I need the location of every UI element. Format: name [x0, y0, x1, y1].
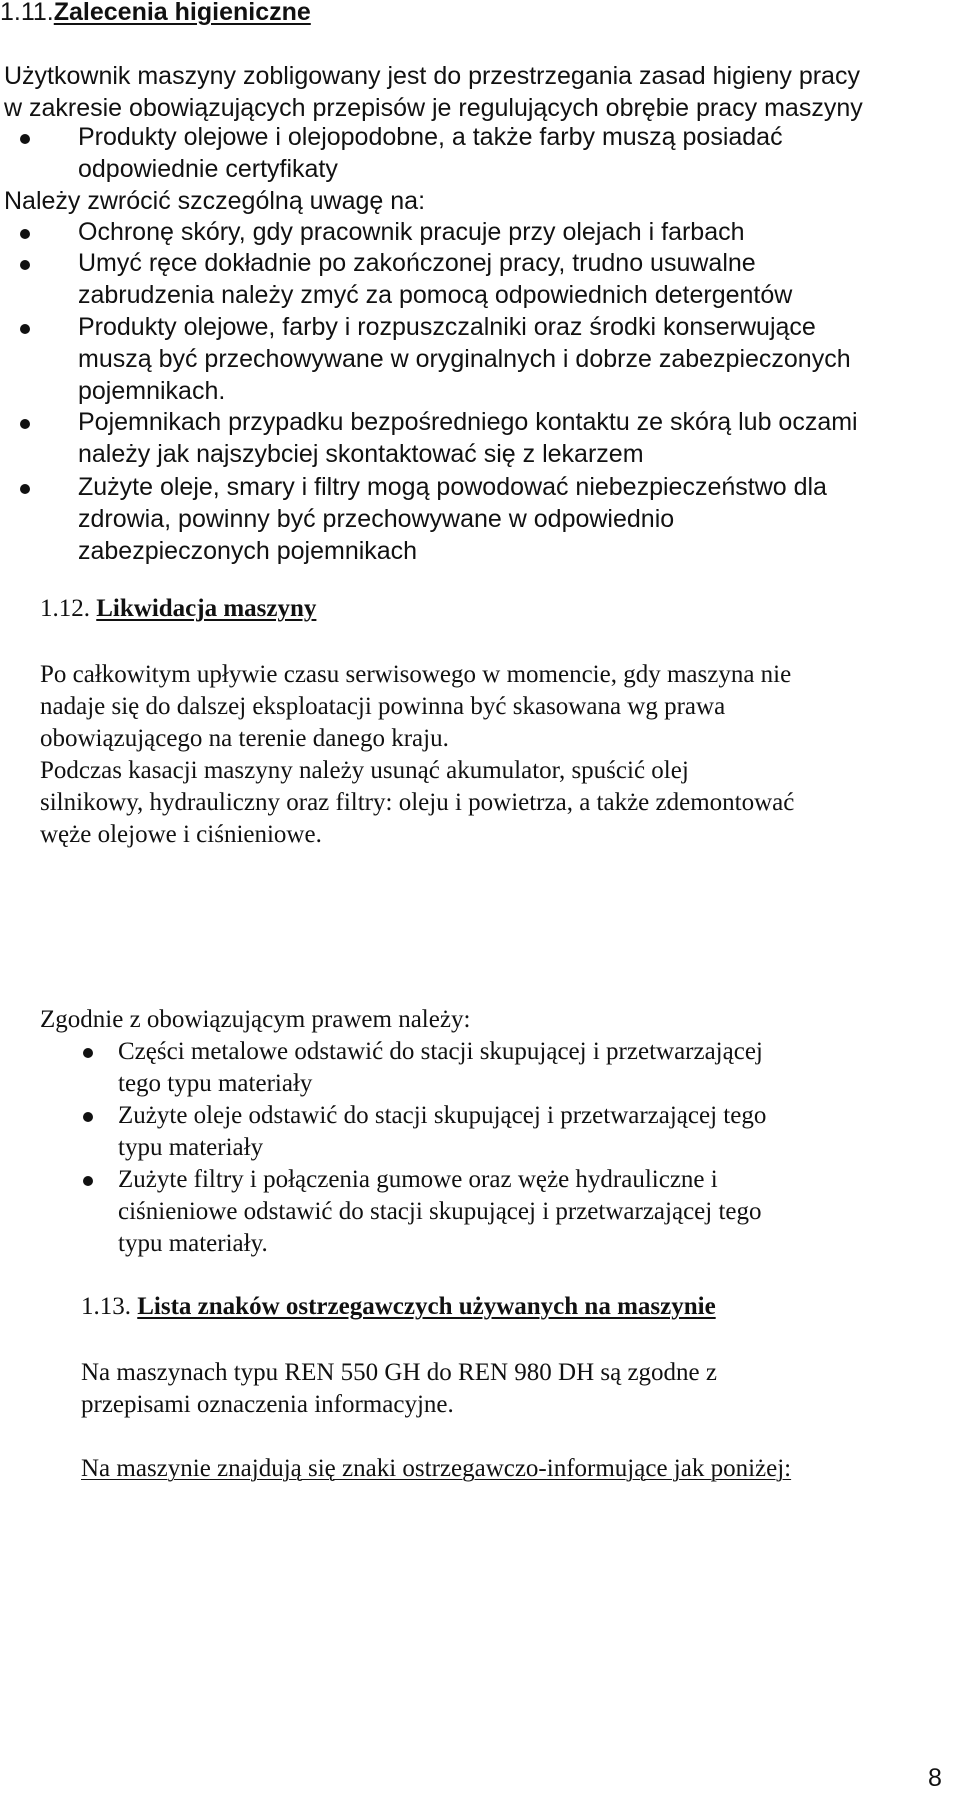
intro-line: w zakresie obowiązujących przepisów je regulujących obrębie pracy maszyny: [4, 94, 863, 122]
list-item: zdrowia, powinny być przechowywane w odpowiednio: [78, 505, 675, 533]
list-item: ciśnieniowe odstawić do stacji skupującej i przetwarzającej tego: [118, 1198, 762, 1225]
bullet-icon: [20, 484, 30, 494]
page-number: 8: [928, 1764, 942, 1792]
paragraph-line: silnikowy, hydrauliczny oraz filtry: oleju i powietrza, a także zdemontować: [40, 789, 795, 816]
list-item: Produkty olejowe i olejopodobne, a także farby muszą posiadać: [78, 123, 783, 151]
paragraph-line: Na maszynach typu REN 550 GH do REN 980 DH są zgodne z: [81, 1359, 717, 1386]
bullet-icon: [20, 419, 30, 429]
section-heading-1-11: [0, 0, 311, 29]
list-item: Zużyte oleje, smary i filtry mogą powodować niebezpieczeństwo dla: [78, 473, 827, 501]
bullet-icon: [20, 260, 30, 270]
list-item: muszą być przechowywane w oryginalnych i dobrze zabezpieczonych: [78, 345, 851, 373]
list-item: typu materiały.: [118, 1230, 268, 1257]
list-item: zabrudzenia należy zmyć za pomocą odpowiednich detergentów: [78, 281, 793, 309]
paragraph-line: Podczas kasacji maszyny należy usunąć akumulator, spuścić olej: [40, 757, 689, 784]
bullet-icon: [83, 1112, 93, 1122]
list-item: tego typu materiały: [118, 1070, 313, 1097]
bullet-icon: [20, 324, 30, 334]
paragraph-line: przepisami oznaczenia informacyjne.: [81, 1391, 454, 1418]
bullet-icon: [20, 134, 30, 144]
section-number: 1.11.: [0, 0, 54, 26]
list-item: Produkty olejowe, farby i rozpuszczalniki oraz środki konserwujące: [78, 313, 816, 341]
section-title: Zalecenia higieniczne: [53, 0, 311, 26]
paragraph-line: nadaje się do dalszej eksploatacji powinna być skasowana wg prawa: [40, 693, 726, 720]
law-intro: Zgodnie z obowiązującym prawem należy:: [40, 1006, 471, 1033]
paragraph-line: Po całkowitym upływie czasu serwisowego w momencie, gdy maszyna nie: [40, 661, 792, 688]
paragraph-line: obowiązującego na terenie danego kraju.: [40, 725, 449, 752]
section-heading-1-13: [81, 1290, 716, 1323]
intro-line: Użytkownik maszyny zobligowany jest do przestrzegania zasad higieny pracy: [4, 62, 860, 90]
list-item: pojemnikach.: [78, 377, 226, 405]
attention-line: Należy zwrócić szczególną uwagę na:: [4, 187, 426, 215]
list-item: Umyć ręce dokładnie po zakończonej pracy, trudno usuwalne: [78, 249, 756, 277]
paragraph-line-underlined: Na maszynie znajdują się znaki ostrzegawczo-informujące jak poniżej:: [81, 1455, 792, 1482]
list-item: Ochronę skóry, gdy pracownik pracuje przy olejach i farbach: [78, 218, 745, 246]
list-item: Zużyte filtry i połączenia gumowe oraz węże hydrauliczne i: [118, 1166, 718, 1193]
list-item: Zużyte oleje odstawić do stacji skupującej i przetwarzającej tego: [118, 1102, 767, 1129]
list-item: odpowiednie certyfikaty: [78, 155, 338, 183]
list-item: zabezpieczonych pojemnikach: [78, 537, 418, 565]
bullet-icon: [83, 1176, 93, 1186]
section-number: 1.13.: [81, 1293, 131, 1320]
section-heading-1-12: [40, 592, 316, 625]
list-item: należy jak najszybciej skontaktować się z lekarzem: [78, 440, 644, 468]
section-number: 1.12.: [40, 595, 90, 622]
paragraph-line: węże olejowe i ciśnieniowe.: [40, 821, 322, 848]
bullet-icon: [20, 229, 30, 239]
list-item: typu materiały: [118, 1134, 264, 1161]
list-item: Pojemnikach przypadku bezpośredniego kontaktu ze skórą lub oczami: [78, 408, 858, 436]
section-title: Lista znaków ostrzegawczych używanych na maszynie: [137, 1293, 716, 1320]
list-item: Części metalowe odstawić do stacji skupującej i przetwarzającej: [118, 1038, 763, 1065]
section-title: Likwidacja maszyny: [96, 595, 317, 622]
bullet-icon: [83, 1048, 93, 1058]
